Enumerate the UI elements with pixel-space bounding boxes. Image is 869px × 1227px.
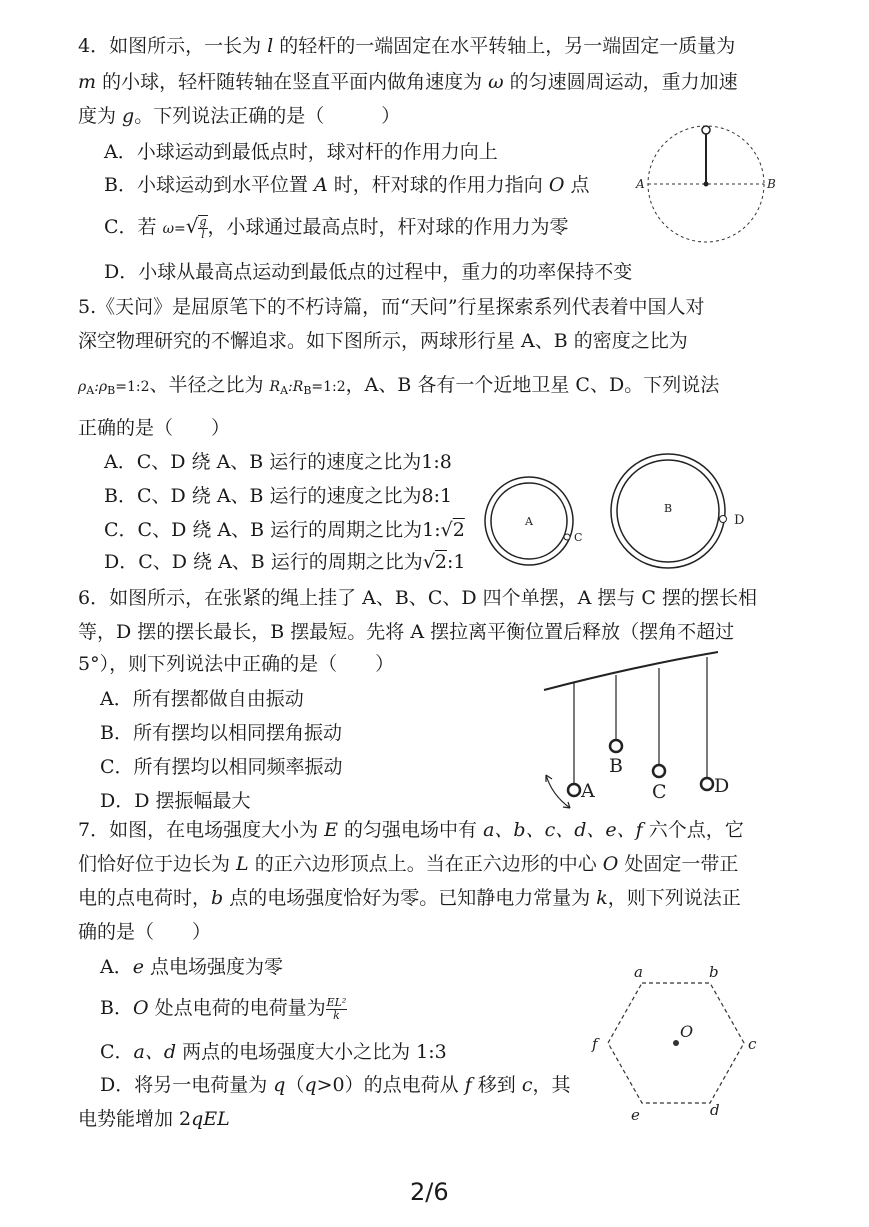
q5-line-2: 深空物理研究的不懈追求。如下图所示，两球形行星 A、B 的密度之比为 [78, 330, 688, 352]
q4-line-2: m 的小球，轻杆随转轴在竖直平面内做角速度为 ω 的匀速圆周运动，重力加速 [78, 71, 738, 93]
q6-line-2: 等，D 摆的摆长最长，B 摆最短。先将 A 摆拉离平衡位置后释放（摆角不超过 [78, 621, 735, 643]
q6-line-3: 5°），则下列说法中正确的是（ ） [78, 653, 395, 675]
satellite-c [564, 534, 570, 540]
label-b: B [609, 755, 623, 777]
q5-line-3: $\rho_A:\rho_B=1:2$、半径之比为 $R_A:R_B=1:2$，A、B 各有一个近地卫星 C、D。下列说法 [78, 374, 720, 397]
label-c: c [748, 1035, 757, 1053]
q7-line-3: 电的点电荷时，b 点的电场强度恰好为零。已知静电力常量为 k，则下列说法正 [78, 887, 741, 909]
label-d: D [714, 775, 730, 797]
q6-option-d: D．D 摆振幅最大 [100, 790, 251, 812]
label-a: A [581, 780, 595, 802]
label-planet-b: B [664, 502, 673, 515]
q6-pendulums-figure [536, 640, 766, 820]
axis-center [704, 182, 709, 187]
q5-line-1: 5.《天问》是屈原笔下的不朽诗篇，而“天问”行星探索系列代表着中国人对 [78, 296, 705, 318]
q7-option-a: A．e 点电场强度为零 [100, 956, 284, 978]
q7-option-d-cont: 电势能增加 2qEL [78, 1108, 230, 1130]
ball-c [653, 765, 665, 777]
q4-option-a: A．小球运动到最低点时，球对杆的作用力向上 [104, 141, 498, 163]
q7-line-1: 7．如图，在电场强度大小为 E 的匀强电场中有 a、b、c、d、e、f 六个点，它 [78, 819, 744, 841]
label-b: b [709, 963, 719, 981]
taut-rope [544, 652, 718, 690]
q4-option-d: D．小球从最高点运动到最低点的过程中，重力的功率保持不变 [104, 261, 633, 283]
q4-line-3: 度为 g。下列说法正确的是（ ） [78, 105, 401, 127]
label-b: B [767, 177, 776, 191]
label-c: C [652, 781, 667, 803]
label-planet-a: A [525, 515, 533, 528]
q4-option-b: B．小球运动到水平位置 A 时，杆对球的作用力指向 O 点 [104, 174, 590, 196]
q7-line-4: 确的是（ ） [78, 921, 212, 943]
label-satellite-c: C [574, 531, 583, 544]
q5-line-4: 正确的是（ ） [78, 417, 231, 439]
q6-option-b: B．所有摆均以相同摆角振动 [100, 722, 342, 744]
q5-planets-figure [478, 450, 778, 580]
ball-d [701, 778, 713, 790]
small-ball [702, 126, 710, 134]
page-number: 2/6 [410, 1178, 449, 1206]
q4-option-c: C．若 ω=√ $\frac{g}{l}$ ，小球通过最高点时，杆对球的作用力为零 [104, 214, 569, 241]
swing-arrow [546, 775, 570, 808]
q4-line-1: 4．如图所示，一长为 l 的轻杆的一端固定在水平转轴上，另一端固定一质量为 [78, 35, 736, 57]
q4-rotating-rod-figure [630, 118, 790, 248]
center-charge [673, 1040, 679, 1046]
q6-line-1: 6．如图所示，在张紧的绳上挂了 A、B、C、D 四个单摆，A 摆与 C 摆的摆长相 [78, 587, 758, 609]
q5-option-c: C．C、D 绕 A、B 运行的周期之比为1:√2 [104, 519, 465, 541]
label-f: f [592, 1035, 598, 1053]
q7-option-d: D．将另一电荷量为 q（q>0）的点电荷从 f 移到 c，其 [100, 1074, 571, 1096]
q6-option-a: A．所有摆都做自由振动 [100, 688, 304, 710]
label-satellite-d: D [734, 513, 745, 528]
label-o: O [680, 1022, 694, 1041]
label-a: a [634, 963, 643, 981]
q6-option-c: C．所有摆均以相同频率振动 [100, 756, 343, 778]
q7-hexagon-figure [580, 955, 780, 1125]
q5-option-d: D．C、D 绕 A、B 运行的周期之比为√2:1 [104, 551, 466, 573]
ball-b [610, 740, 622, 752]
label-d: d [710, 1101, 720, 1119]
label-a: A [636, 177, 645, 191]
q7-option-b: B．O 处点电荷的电荷量为 $\frac{\text{EL²}}{k}$ [100, 995, 347, 1022]
q7-option-c: C．a、d 两点的电场强度大小之比为 1:3 [100, 1041, 447, 1063]
q5-option-b: B．C、D 绕 A、B 运行的速度之比为8:1 [104, 485, 453, 507]
satellite-d [720, 516, 727, 523]
ball-a [568, 784, 580, 796]
q5-option-a: A．C、D 绕 A、B 运行的速度之比为1:8 [104, 451, 452, 473]
label-e: e [631, 1106, 640, 1124]
q7-line-2: 们恰好位于边长为 L 的正六边形顶点上。当在正六边形的中心 O 处固定一带正 [78, 853, 739, 875]
